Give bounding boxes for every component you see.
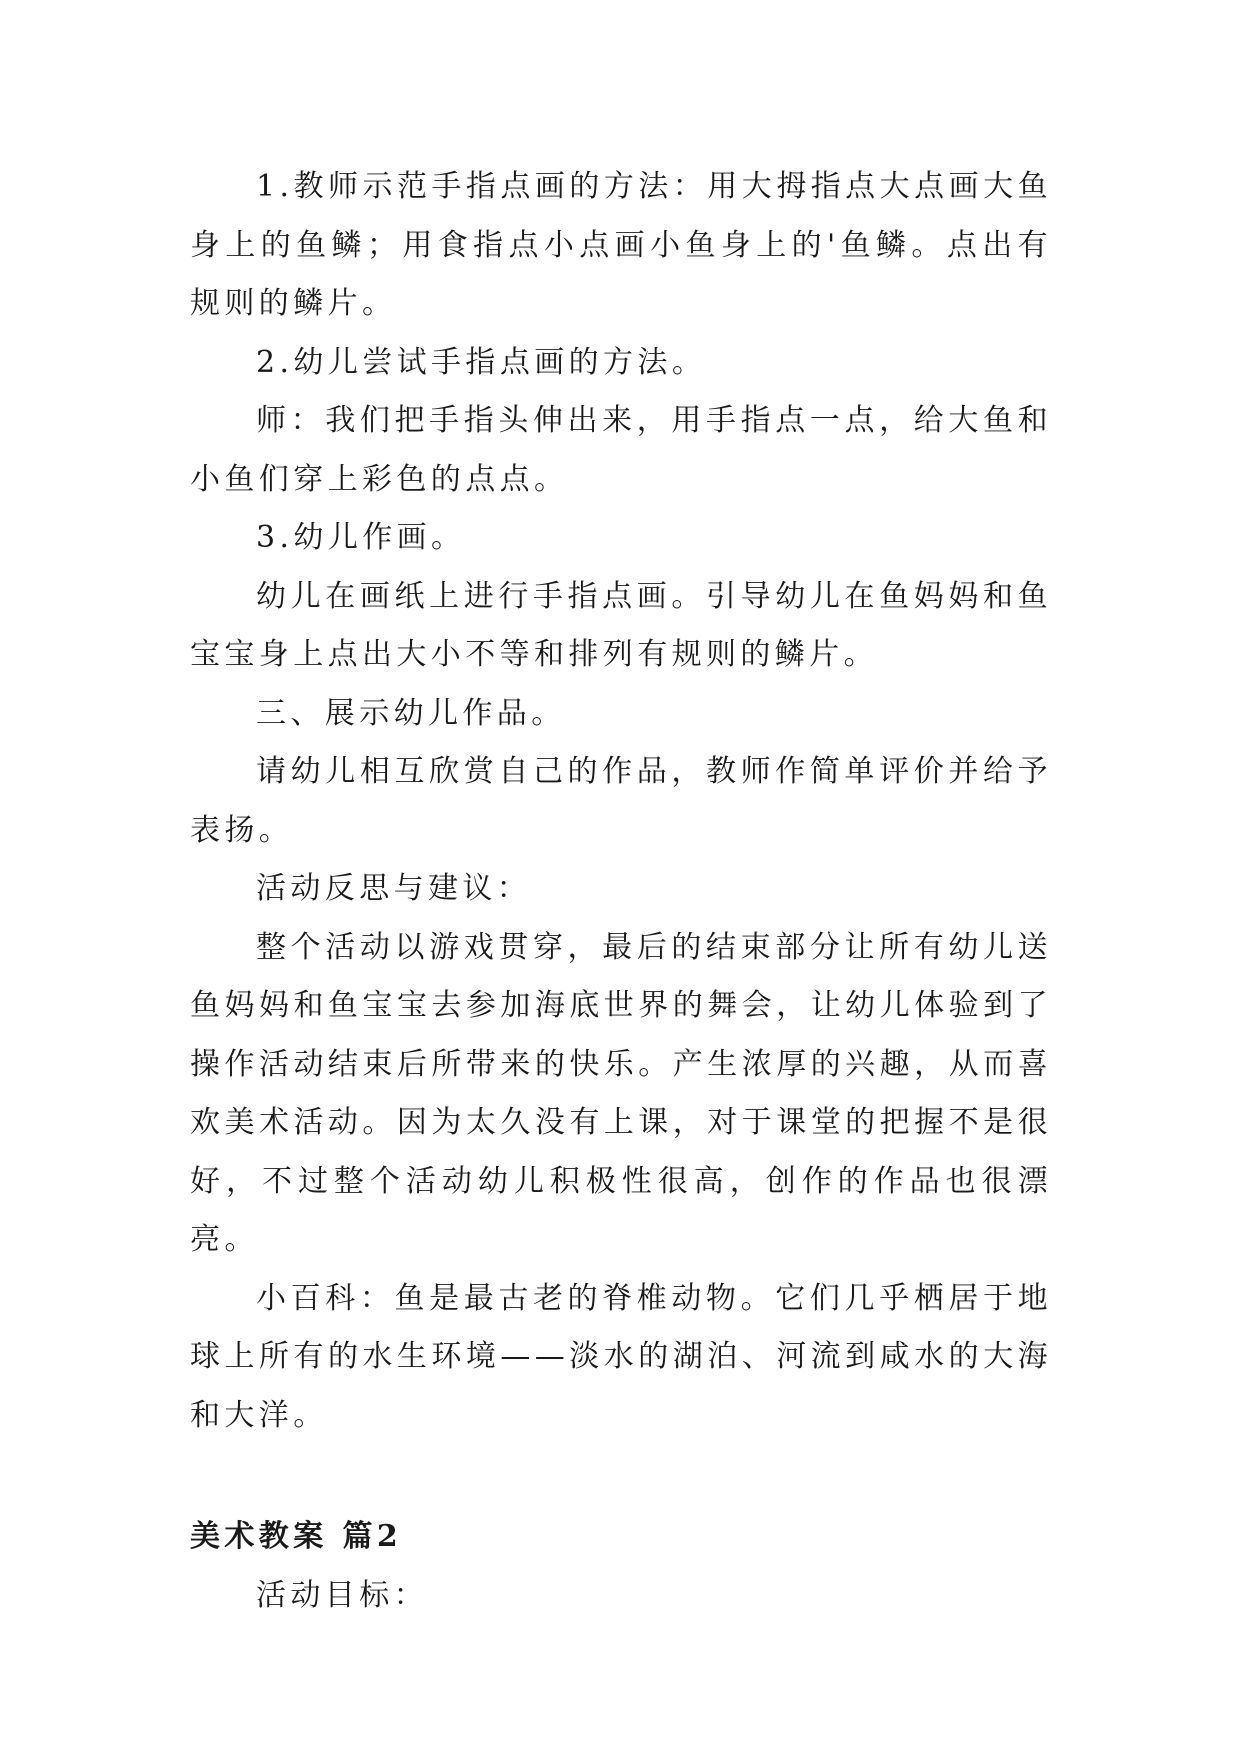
paragraph-step-1: 1.教师示范手指点画的方法：用大拇指点大点画大鱼身上的鱼鳞；用食指点小点画小鱼身上的'鱼鳞。点出有规则的鳞片。 [190,169,1052,321]
paragraph-step-2: 2.幼儿尝试手指点画的方法。 [256,344,707,380]
paragraph-reflection-body: 整个活动以游戏贯穿，最后的结束部分让所有幼儿送鱼妈妈和鱼宝宝去参加海底世界的舞会，让幼儿体验到了操作活动结束后所带来的快乐。产生浓厚的兴趣，从而喜欢美术活动。因为太久没有上课，对于课堂的把握不是很好，不过整个活动幼儿积极性很高，创作的作品也很漂亮。 [190,929,1052,1257]
paragraph-section-three: 三、展示幼儿作品。 [256,695,566,731]
paragraph-activity-goals: 活动目标： [256,1577,428,1613]
paragraph-step-3: 3.幼儿作画。 [256,520,466,555]
section-title: 美术教案 篇2 [190,1519,403,1554]
paragraph-encyclopedia: 小百科：鱼是最古老的脊椎动物。它们几乎栖居于地球上所有的水生环境——淡水的湖泊、河流到咸水的大海和大洋。 [190,1280,1052,1433]
paragraph-drawing-guidance: 幼儿在画纸上进行手指点画。引导幼儿在鱼妈妈和鱼宝宝身上点出大小不等和排列有规则的鳞片。 [190,578,1052,672]
paragraph-reflection-heading: 活动反思与建议： [256,871,532,906]
document-page [190,158,1052,1625]
paragraph-teacher-prompt: 师：我们把手指头伸出来，用手指点一点，给大鱼和小鱼们穿上彩色的点点。 [190,403,1052,497]
paragraph-appreciation: 请幼儿相互欣赏自己的作品，教师作简单评价并给予表扬。 [190,754,1052,848]
